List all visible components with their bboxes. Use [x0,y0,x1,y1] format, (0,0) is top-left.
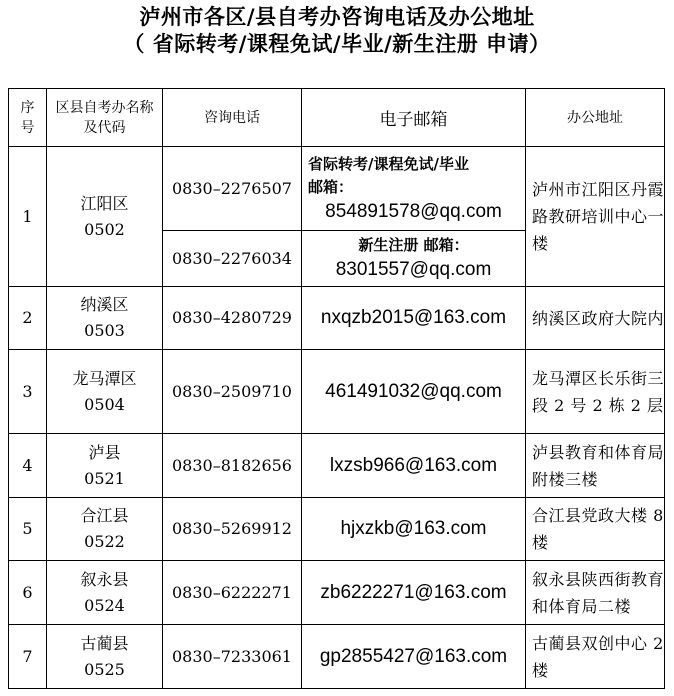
row-phone: 0830–2509710 [163,350,302,434]
row-seq: 3 [9,350,47,434]
mailbox-label: 新生注册 邮箱： [358,236,469,254]
table-row [9,287,665,350]
email-link[interactable]: lxzsb966@163.com [302,434,526,498]
row-email [302,147,526,231]
page-subtitle: （ 省际转考/课程免试/毕业/新生注册 申请） [123,32,551,56]
office-code: 0504 [84,394,125,414]
office-code: 0524 [84,595,125,615]
mailbox-label: 邮箱： [308,177,354,196]
row-email [302,231,526,287]
email-link[interactable]: hjxzkb@163.com [302,498,526,561]
row-address: 古蔺县双创中心 2 楼 [526,625,665,689]
table-row [9,561,665,625]
header-email: 电子邮箱 [302,89,526,147]
office-code: 0522 [84,532,125,551]
table-row [9,147,665,231]
table-row [9,434,665,498]
office-name: 江阳区 [80,193,129,213]
row-address: 叙永县陕西街教育和体育局二楼 [526,561,665,625]
row-seq: 6 [9,561,47,625]
office-code: 0521 [84,468,125,488]
row-seq: 5 [9,498,47,561]
office-name: 叙永县 [80,569,129,589]
table-row [9,350,665,434]
header-seq: 序号 [9,89,47,147]
row-phone: 0830–2276034 [163,231,302,287]
row-seq: 1 [9,147,47,287]
email-link[interactable]: 8301557@qq.com [335,259,492,280]
row-office [47,147,163,287]
row-seq: 4 [9,434,47,498]
row-phone: 0830–8182656 [163,434,302,498]
row-office [47,350,163,434]
email-link[interactable]: 854891578@qq.com [325,200,502,222]
mailbox-label: 省际转考/课程免试/毕业 [308,154,469,173]
email-link[interactable]: gp2855427@163.com [302,625,526,689]
row-address: 泸州市江阳区丹霞路教研培训中心一楼 [526,147,665,287]
row-address: 纳溪区政府大院内 [526,287,665,350]
header-address: 办公地址 [526,89,665,147]
header-row [9,89,665,147]
email-link[interactable]: 461491032@qq.com [302,350,526,434]
row-seq: 2 [9,287,47,350]
office-code: 0525 [84,659,125,679]
row-phone: 0830–6222271 [163,561,302,625]
office-code: 0503 [84,321,125,340]
row-office [47,561,163,625]
office-name: 泸县 [88,442,121,462]
table-row [9,498,665,561]
header-phone: 咨询电话 [163,89,302,147]
row-phone: 0830–4280729 [163,287,302,350]
row-address: 龙马潭区长乐街三段 2 号 2 栋 2 层 [526,350,665,434]
office-name: 古蔺县 [80,633,129,653]
row-address: 泸县教育和体育局附楼三楼 [526,434,665,498]
email-link[interactable]: nxqzb2015@163.com [302,287,526,350]
row-phone: 0830–7233061 [163,625,302,689]
row-office [47,434,163,498]
contact-table [8,88,665,689]
row-phone: 0830–5269912 [163,498,302,561]
email-link[interactable]: zb6222271@163.com [302,561,526,625]
office-name: 龙马潭区 [72,368,137,388]
row-office [47,498,163,561]
row-address: 合江县党政大楼 8 楼 [526,498,665,561]
header-office: 区县自考办名称及代码 [47,89,163,147]
table-row [9,625,665,689]
page-title: 泸州市各区/县自考办咨询电话及办公地址 [139,5,535,29]
row-phone: 0830–2276507 [163,147,302,231]
office-name: 合江县 [80,506,129,525]
office-name: 纳溪区 [80,295,129,314]
office-code: 0502 [84,219,125,239]
row-seq: 7 [9,625,47,689]
row-office [47,625,163,689]
row-office [47,287,163,350]
